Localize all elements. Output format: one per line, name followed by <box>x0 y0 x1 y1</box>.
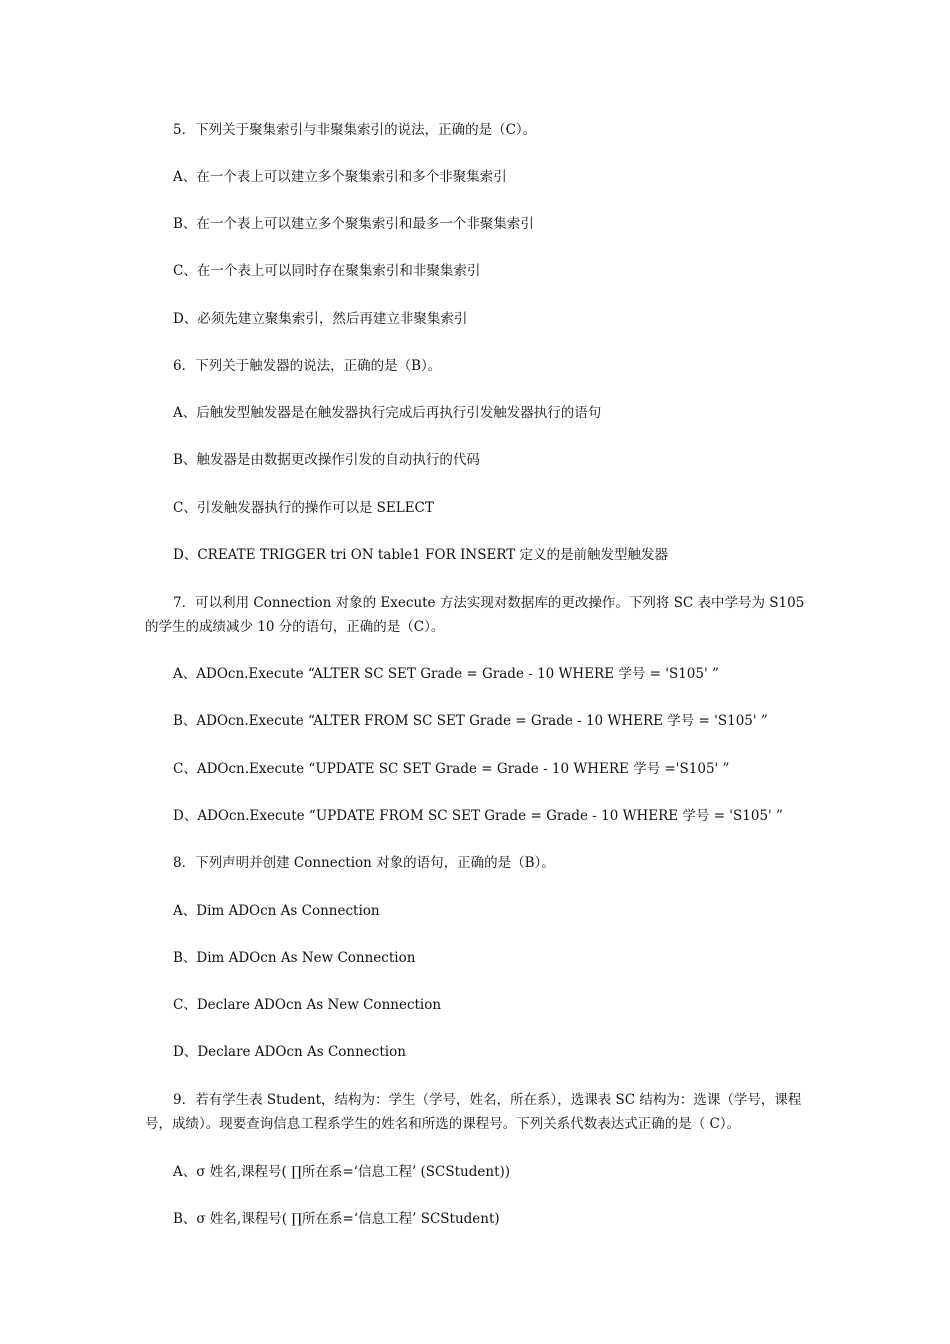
question-5-option-b: B、在一个表上可以建立多个聚集索引和最多一个非聚集索引 <box>173 216 534 232</box>
question-7-option-c: C、ADOcn.Execute “UPDATE SC SET Grade = Grade - 10 WHERE 学号 ='S105' ” <box>173 761 730 777</box>
question-6-option-c: C、引发触发器执行的操作可以是 SELECT <box>173 500 434 516</box>
question-7-option-a: A、ADOcn.Execute “ALTER SC SET Grade = Grade - 10 WHERE 学号 = 'S105' ” <box>173 666 719 682</box>
question-6-option-b: B、触发器是由数据更改操作引发的自动执行的代码 <box>173 452 480 468</box>
question-6-option-a: A、后触发型触发器是在触发器执行完成后再执行引发触发器执行的语句 <box>173 405 602 421</box>
question-6-stem: 6．下列关于触发器的说法，正确的是（B）。 <box>173 358 442 374</box>
question-8-option-b: B、Dim ADOcn As New Connection <box>173 950 416 966</box>
question-9-option-b: B、σ 姓名,课程号( ∏所在系=‘信息工程’ SCStudent) <box>173 1211 500 1227</box>
question-7-option-d: D、ADOcn.Execute “UPDATE FROM SC SET Grade = Grade - 10 WHERE 学号 = 'S105' ” <box>173 808 783 824</box>
question-5-option-c: C、在一个表上可以同时存在聚集索引和非聚集索引 <box>173 263 481 279</box>
question-8-option-d: D、Declare ADOcn As Connection <box>173 1044 406 1060</box>
question-8-stem: 8．下列声明并创建 Connection 对象的语句，正确的是（B）。 <box>173 855 555 871</box>
question-6-option-d: D、CREATE TRIGGER tri ON table1 FOR INSERT 定义的是前触发型触发器 <box>173 547 669 563</box>
question-9-stem: 9．若有学生表 Student，结构为：学生（学号，姓名，所在系），选课表 SC 结构为：选课（学号，课程号，成绩）。现要查询信息工程系学生的姓名和所选的课程号。下列关系代数表达式正确的是（ C）。 <box>145 1092 802 1132</box>
question-5-option-d: D、必须先建立聚集索引，然后再建立非聚集索引 <box>173 311 468 327</box>
question-7-option-b: B、ADOcn.Execute “ALTER FROM SC SET Grade = Grade - 10 WHERE 学号 = 'S105' ” <box>173 713 768 729</box>
question-8-option-a: A、Dim ADOcn As Connection <box>173 903 380 919</box>
question-7-stem: 7．可以利用 Connection 对象的 Execute 方法实现对数据库的更改操作。下列将 SC 表中学号为 S105 的学生的成绩减少 10 分的语句，正确的是（C）。 <box>145 595 805 635</box>
question-8-option-c: C、Declare ADOcn As New Connection <box>173 997 442 1013</box>
question-5-stem: 5．下列关于聚集索引与非聚集索引的说法，正确的是（C）。 <box>173 122 537 138</box>
question-5-option-a: A、在一个表上可以建立多个聚集索引和多个非聚集索引 <box>173 169 507 185</box>
question-9-option-a: A、σ 姓名,课程号( ∏所在系=‘信息工程’ (SCStudent)) <box>173 1164 511 1180</box>
